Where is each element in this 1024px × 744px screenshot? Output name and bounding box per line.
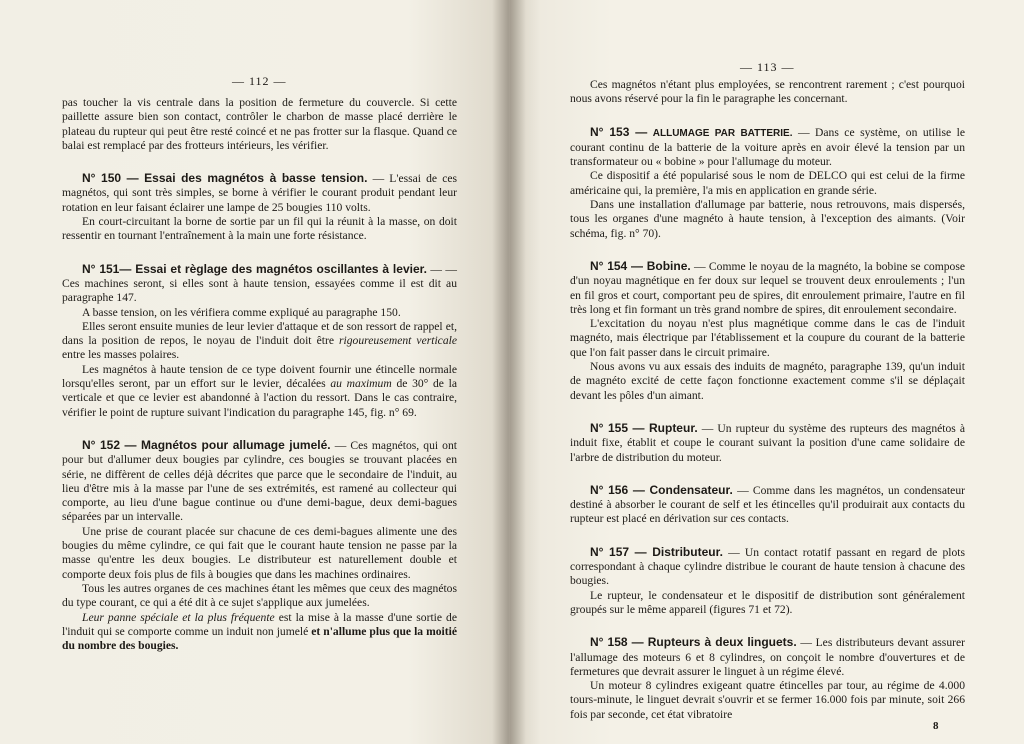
section-heading: N° 152 — Magnétos pour allumage jumelé. (82, 437, 331, 452)
paragraph-text: — Comme dans les magnétos, un condensateur destiné à absorber le courant de self et les étincelles qu'il produirait aux contacts du rupteur est placé en dérivation sur ces contacts. (570, 483, 965, 526)
paragraph: pas toucher la vis centrale dans la position de fermeture du couvercle. Si cette paillette assure bien son contact, contrôler le charbon de masse placé derrière le plateau du rupteur qui peut être resté coincé et ne pas frotter sur la flasque. Quand ce balai est remplacé par des frotteurs intérieurs, les vérifier. (62, 96, 457, 152)
section-158 (570, 635, 965, 679)
section-heading: N° 157 — Distributeur. (590, 544, 723, 559)
signature-mark: 8 (933, 720, 939, 732)
italic-text: au maximum (330, 377, 392, 391)
section-heading: N° 151— Essai et règlage des magnétos oscillantes à levier. (82, 261, 427, 276)
paragraph: Un moteur 8 cylindres exigeant quatre étincelles par tour, au régime de 4.000 tours-minute, le linguet devrait s'ouvrir et se fermer 16.000 fois par minute, soit 266 fois par seconde, cet état vibratoire (570, 679, 965, 721)
paragraph-text: — Les distributeurs devant assurer l'allumage des moteurs 6 et 8 cylindres, on conçoit le nombre d'ouvertures et de fermetures que devrait assurer le linguet à un régime élevé. (570, 636, 965, 678)
section-heading: ALLUMAGE PAR BATTERIE. (652, 127, 793, 139)
paragraph (62, 363, 457, 420)
section-156 (570, 483, 965, 527)
paragraph-text: Elles seront ensuite munies de leur levier d'attaque et de son ressort de rappel et, dans la position de repos, le noyau de l'induit doit être (62, 319, 457, 348)
paragraph-text: — L'essai de ces magnétos, qui sont très simples, se borne à vérifier le courant produit pendant leur rotation en leur faisant éclairer une lampe de 25 bougies 110 volts. (62, 172, 457, 214)
paragraph-text: — Un rupteur du système des rupteurs des magnétos à induit fixe, établit et coupe le courant suivant la position d'une came solidaire de l'arbre de distribution du moteur. (570, 421, 966, 464)
paragraph: Le rupteur, le condensateur et le dispositif de distribution sont généralement groupés sur le même appareil (figures 71 et 72). (570, 588, 965, 616)
paragraph: Ces magnétos n'étant plus employées, se rencontrent rarement ; c'est pourquoi nous avons réservé pour la fin le paragraphe les concernant. (570, 78, 965, 106)
section-number: N° 153 — (590, 124, 648, 139)
text-column (570, 78, 965, 722)
section-153 (570, 125, 965, 170)
paragraph-text: de 30° de la verticale et que ce levier est abandonné à l'action du ressort. Dans le cas contraire, vérifier le point de rupture suivant l'indication du paragraphe 145, fig. n° 69. (62, 377, 457, 419)
paragraph-text: — Ces magnétos, qui ont pour but d'allumer deux bougies par cylindre, ces bougies se trouvant placées en série, ne diffèrent de celles déjà décrites que parce que le secondaire de l'induit, au lieu d'être mis à la masse par l'une de ses extrémités, est ramené au collecteur qui comporte, au lieu d'une bague continue ou d'une demi-bague, deux demi-bagues séparées par un intervalle. (62, 438, 457, 524)
paragraph-text: Les magnétos à haute tension de ce type doivent fournir une étincelle normale lorsqu'elles seront, par un effort sur le levier, décalées (62, 362, 457, 391)
paragraph: Dans une installation d'allumage par batterie, nous retrouvons, mais dispersés, tous les organes d'une magnéto à haute tension, à l'exception des aimants. (Voir schéma, fig. n° 70). (570, 198, 965, 240)
section-heading: N° 150 — Essai des magnétos à basse tension. (82, 171, 368, 186)
section-heading: N° 154 — Bobine. (590, 258, 691, 273)
paragraph: Une prise de courant placée sur chacune de ces demi-bagues alimente une des bougies du même cylindre, ce qui fait que le courant haute tension ne passe par la masse qu'entre les deux bougies. Le distributeur est naturellement double et comporte deux fois plus de fils à bougies que dans les machines ordinaires. (62, 524, 457, 581)
italic-text: rigoureusement verticale (339, 334, 457, 348)
section-152 (62, 438, 457, 525)
book-gutter-shadow (492, 0, 526, 744)
paragraph-text: — Comme le noyau de la magnéto, la bobine se compose d'un noyau magnétique en fer doux sur lequel se trouvent deux enroulements ; l'un en fil gros et court, comportant peu de spires, dit enroulement primaire, l'autre en fil très long et fin formant un très grand nombre de spires, dit enroulement secondaire. (570, 259, 965, 316)
paragraph-text: entre les masses polaires. (62, 348, 180, 362)
section-150 (62, 171, 457, 215)
section-151 (62, 262, 457, 306)
paragraph-text: — — Ces machines seront, si elles sont à haute tension, essayées comme il est dit au paragraphe 147. (62, 262, 457, 305)
section-154 (570, 259, 965, 317)
section-155 (570, 421, 965, 465)
bold-text: et n'allume plus que la moitié du nombre des bougies. (62, 624, 457, 653)
italic-text: Leur panne spéciale et la plus fréquente (82, 610, 275, 624)
section-heading: N° 158 — Rupteurs à deux linguets. (590, 635, 797, 650)
text-column (62, 96, 457, 653)
paragraph: L'excitation du noyau n'est plus magnétique comme dans le cas de l'induit magnéto, mais électrique par l'établissement et la coupure du courant de la batterie que l'on fait passer dans le circuit primaire. (570, 317, 965, 359)
page-number: — 113 — (740, 60, 795, 74)
page-number: — 112 — (232, 74, 287, 88)
paragraph-text: — Dans ce système, on utilise le courant continu de la batterie de la voiture après en avoir élevé la tension par un transformateur ou « bobine » pour l'allumage du moteur. (570, 125, 965, 169)
section-157 (570, 545, 965, 589)
paragraph: Ce dispositif a été popularisé sous le nom de DELCO qui est celui de la firme américaine qui, la première, l'a mis en application en grande série. (570, 169, 965, 197)
paragraph-text: — Un contact rotatif passant en regard de plots correspondant à chaque cylindre distribue le courant de haute tension à chacune des bougies. (570, 545, 965, 588)
paragraph-text: est la mise à la masse d'une sortie de l'induit qui se comporte comme un induit non jumelé (62, 610, 457, 638)
section-heading: N° 155 — Rupteur. (590, 420, 698, 435)
left-page (0, 0, 510, 744)
right-page (510, 0, 1024, 744)
paragraph: A basse tension, on les vérifiera comme expliqué au paragraphe 150. (82, 305, 401, 319)
paragraph (62, 320, 457, 363)
paragraph: Tous les autres organes de ces machines étant les mêmes que ceux des magnétos du type courant, ce qui a été dit à ce sujet s'applique aux jumelées. (62, 581, 457, 610)
paragraph: Nous avons vu aux essais des induits de magnéto, paragraphe 139, qu'un induit de magnéto excité de cette façon fonctionne exactement comme s'il se déplaçait devant les pôles d'un aimant. (570, 360, 965, 402)
section-heading: N° 156 — Condensateur. (590, 482, 733, 497)
paragraph (62, 611, 457, 654)
paragraph: En court-circuitant la borne de sortie par un fil qui la réunit à la masse, on doit ressentir en tournant l'entraînement à la main une forte résistance. (62, 215, 457, 243)
